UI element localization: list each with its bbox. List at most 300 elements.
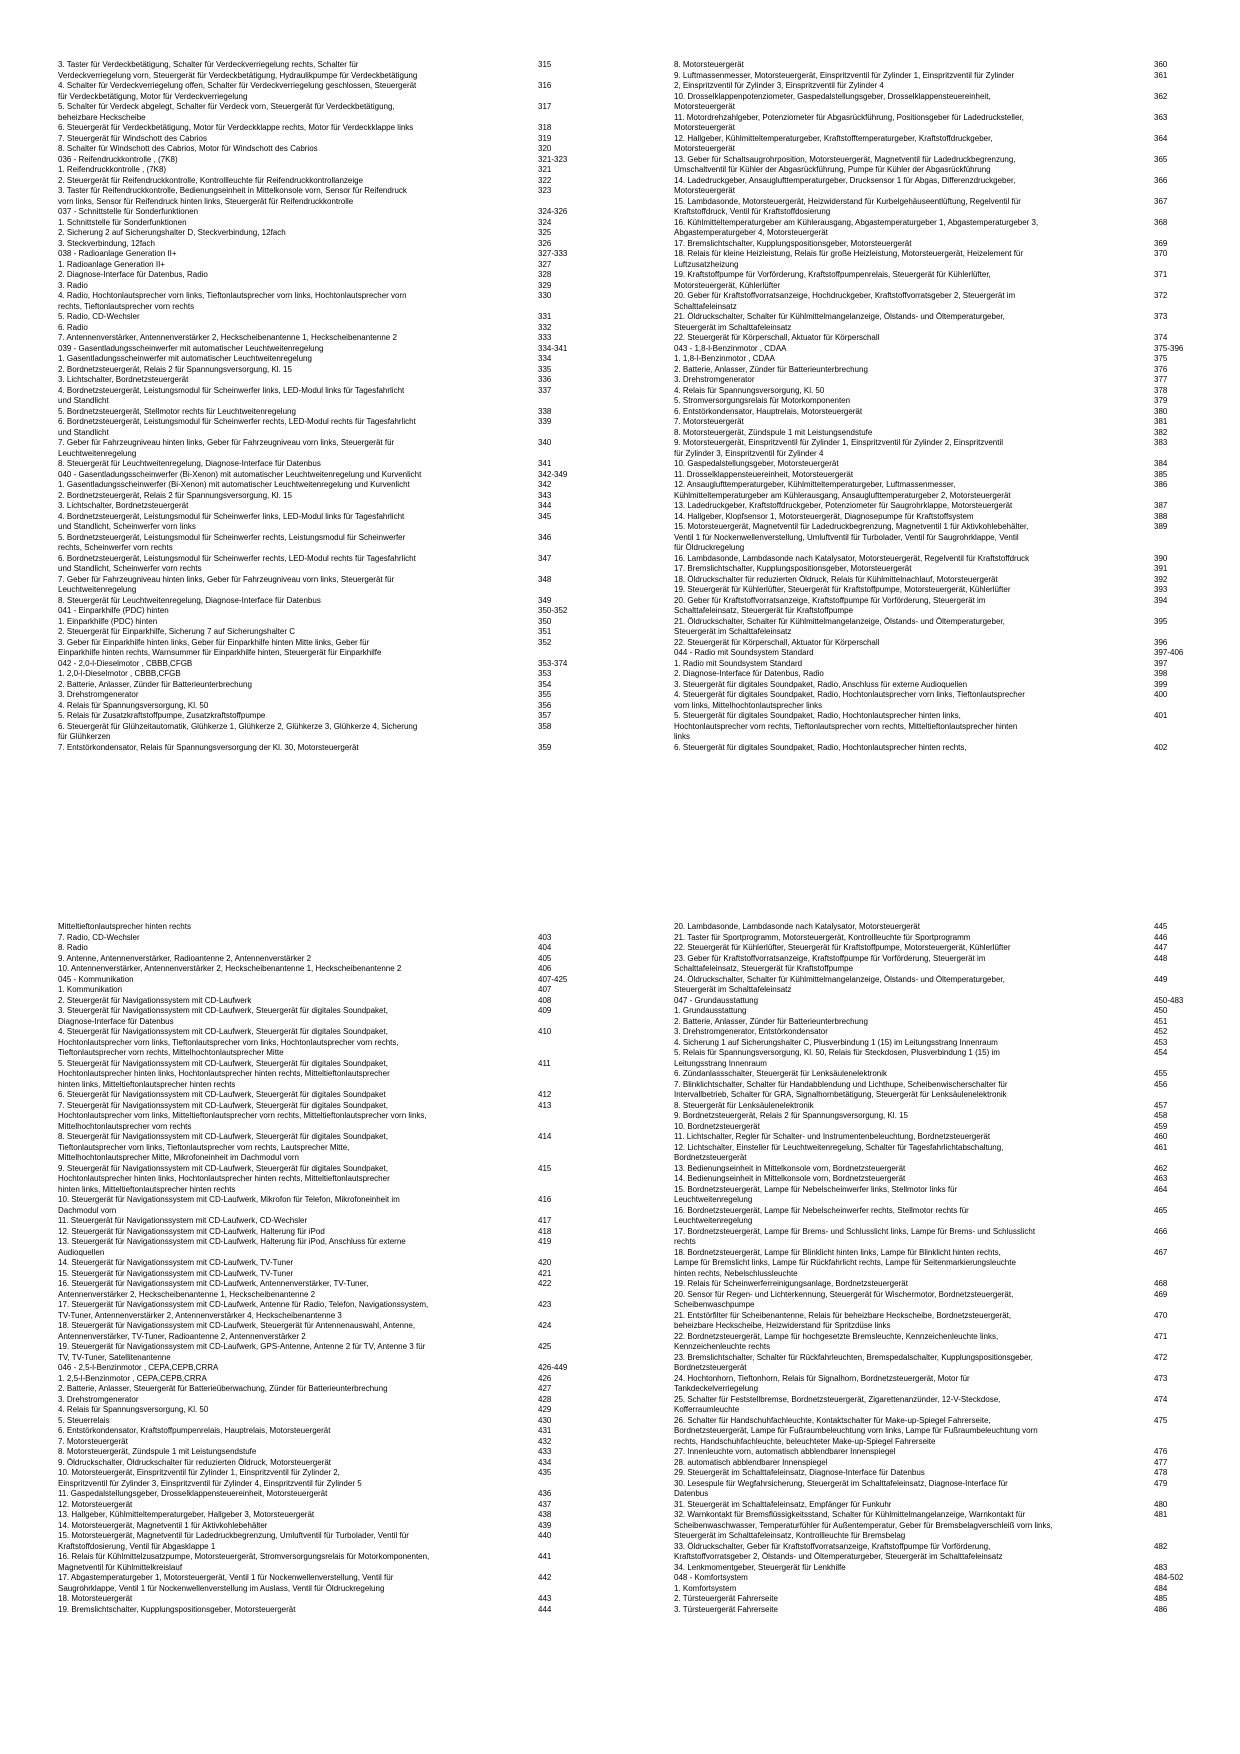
toc-entry-title: 048 - Komfortsystem <box>674 1573 748 1582</box>
toc-entry-title: 6. Radio <box>58 322 88 332</box>
toc-entry-title: 6. Entstörkondensator, Kraftstoffpumpenrelais, Hauptrelais, Motorsteuergerät <box>58 1426 331 1435</box>
toc-entry <box>674 690 1209 711</box>
toc-entry-title: 1. Kommunikation <box>58 985 123 994</box>
toc-entry <box>58 638 593 659</box>
toc-entry-title: 8. Schalter für Windschott des Cabrios, Motor für Windschott des Cabrios <box>58 144 318 153</box>
toc-entry-title: 15. Motorsteuergerät, Magnetventil für Ladedruckbegrenzung, Umluftventil für Turbolader, Ventil für Kraftstoffdosierung, Ventil für Abgasklappe 1 <box>58 1531 409 1551</box>
toc-entry-title: 1. 1,8-l-Benzinmotor , CDAA <box>674 354 775 363</box>
toc-entry-title: 2. Bordnetzsteuergerät, Relais 2 für Spannungsversorgung, Kl. 15 <box>58 364 292 374</box>
toc-entry-page: 404 <box>538 943 552 952</box>
toc-entry-page: 411 <box>538 1058 551 1068</box>
toc-entry-page: 387 <box>1154 501 1168 510</box>
toc-entry-title: 21. Öldruckschalter, Schalter für Kühlmittelmangelanzeige, Ölstands- und Öltemperaturgeber, Steuergerät im Schalttafeleinsatz <box>674 312 1005 332</box>
toc-entry-page: 427 <box>538 1384 552 1393</box>
toc-entry <box>674 1048 1209 1069</box>
toc-entry <box>58 218 593 229</box>
toc-entry-title: 11. Gaspedalstellungsgeber, Drosselklappensteuereinheit, Motorsteuergerät <box>58 1489 328 1498</box>
toc-entry <box>674 1416 1209 1448</box>
toc-entry-page: 433 <box>538 1447 552 1456</box>
toc-entry <box>58 1321 593 1342</box>
toc-entry-title: 4. Bordnetzsteuergerät, Leistungsmodul für Scheinwerfer links, LED-Modul links für Tagesfahrlicht und Standlicht, Scheinwerfer vorn links <box>58 511 405 531</box>
toc-entry-title: 6. Steuergerät für Navigationssystem mit CD-Laufwerk, Steuergerät für digitales Soundpaket <box>58 1090 386 1099</box>
toc-entry-page: 377 <box>1154 375 1168 384</box>
toc-entry <box>674 1248 1209 1280</box>
toc-entry <box>58 1216 593 1227</box>
toc-entry-page: 316 <box>538 81 552 90</box>
toc-entry-title: 4. Sicherung 1 auf Sicherungshalter C, Plusverbindung 1 (15) im Leitungsstrang Innenraum <box>674 1037 998 1047</box>
toc-entry-title: 18. Öldruckschalter für reduzierten Öldruck, Relais für Kühlmittelnachlauf, Motorsteuergerät <box>674 574 998 584</box>
toc-entry-page: 434 <box>538 1457 552 1467</box>
toc-entry-title: 19. Bremslichtschalter, Kupplungspositionsgeber, Motorsteuergerät <box>58 1604 296 1614</box>
toc-entry-page: 460 <box>1154 1132 1168 1141</box>
toc-entry-title: 12. Lichtschalter, Einsteller für Leuchtweitenregelung, Schalter für Tagesfahrlichtabschaltung, Bordnetzsteuergerät <box>674 1142 1004 1162</box>
toc-entry-page: 335 <box>538 364 552 374</box>
toc-entry <box>58 480 593 491</box>
toc-entry-title: 16. Kühlmitteltemperaturgeber am Kühlerausgang, Abgastemperaturgeber 1, Abgastemperaturgeber 3, Abgastemperaturgeber 4, Motorsteuergerät <box>674 217 1039 237</box>
toc-entry-title: 5. Relais für Zusatzkraftstoffpumpe, Zusatzkraftstoffpumpe <box>58 711 266 720</box>
toc-entry-page: 392 <box>1154 574 1168 584</box>
toc-entry-title: 16. Relais für Kühlmittelzusatzpumpe, Motorsteuergerät, Stromversorgungsrelais für Motorkomponenten, Magnetventil für Kühlmittelkreislauf <box>58 1552 430 1572</box>
toc-entry <box>58 239 593 250</box>
toc-entry-title: 25. Schalter für Feststellbremse, Bordnetzsteuergerät, Zigarettenanzünder, 12-V-Steckdose, Kofferraumleuchte <box>674 1394 1001 1414</box>
toc-entry-title: 21. Entstörfilter für Scheibenantenne, Relais für beheizbare Heckscheibe, Bordnetzsteuergerät, beheizbare Heckscheibe, Heizwiderstand für Spritzdüse links <box>674 1310 1012 1330</box>
toc-entry-title: 11. Lichtschalter, Regler für Schalter- und Instrumentenbeleuchtung, Bordnetzsteuergerät <box>674 1132 991 1141</box>
toc-entry <box>58 554 593 575</box>
toc-entry-title: 10. Steuergerät für Navigationssystem mit CD-Laufwerk, Mikrofon für Telefon, Mikrofoneinheit im Dachmodul vorn <box>58 1195 400 1215</box>
toc-entry-title: 4. Steuergerät für digitales Soundpaket, Radio, Hochtonlautsprecher vorn links, Tieftonlautsprecher vorn links, Mittelhochtonlautsprecher links <box>674 690 1025 710</box>
toc-entry-title: 8. Steuergerät für Lenksäulenelektronik <box>674 1100 814 1110</box>
toc-entry-page: 480 <box>1154 1499 1168 1509</box>
toc-entry-page: 358 <box>538 721 552 731</box>
toc-entry-page: 337 <box>538 385 552 395</box>
toc-entry <box>674 60 1209 71</box>
toc-entry-title: 13. Ladedruckgeber, Kraftstoffdruckgeber, Potenziometer für Saugrohrklappe, Motorsteuergerät <box>674 501 1013 510</box>
toc-entry-title: 4. Relais für Spannungsversorgung, Kl. 50 <box>58 700 209 710</box>
toc-entry-page: 380 <box>1154 406 1168 416</box>
toc-entry-title: 19. Steuergerät für Navigationssystem mit CD-Laufwerk, GPS-Antenne, Antenne 2 für TV, Antenne 3 für TV, TV-Tuner, Satellitenantenne <box>58 1342 426 1362</box>
toc-entry <box>58 155 593 166</box>
toc-entry-page: 439 <box>538 1520 552 1530</box>
toc-entry-title: 045 - Kommunikation <box>58 974 134 984</box>
toc-entry <box>58 985 593 996</box>
toc-entry-page: 353 <box>538 669 552 678</box>
toc-entry <box>674 1447 1209 1458</box>
toc-entry <box>58 144 593 155</box>
toc-entry-title: 1. 2,5-l-Benzinmotor , CEPA,CEPB,CRRA <box>58 1373 207 1383</box>
toc-entry-page: 399 <box>1154 679 1168 689</box>
toc-entry-title: 2. Batterie, Anlasser, Zünder für Batterieunterbrechung <box>674 364 868 374</box>
toc-entry-title: 8. Steuergerät für Leuchtweitenregelung, Diagnose-Interface für Datenbus <box>58 595 321 605</box>
toc-entry-page: 317 <box>538 102 552 111</box>
toc-entry <box>674 249 1209 270</box>
toc-entry-title: 17. Bremslichtschalter, Kupplungspositionsgeber, Motorsteuergerät <box>674 564 912 573</box>
toc-entry-page: 473 <box>1154 1373 1168 1383</box>
toc-entry <box>58 701 593 712</box>
toc-entry-title: 2. Steuergerät für Einparkhilfe, Sicherung 7 auf Sicherungshalter C <box>58 627 296 636</box>
toc-entry-title: 14. Bedienungseinheit in Mittelkonsole vorn, Bordnetzsteuergerät <box>674 1174 906 1183</box>
toc-entry <box>58 1426 593 1437</box>
toc-entry-title: 3. Drehstromgenerator, Entstörkondensator <box>674 1027 828 1036</box>
toc-entry-title: 13. Hallgeber, Kühlmitteltemperaturgeber, Hallgeber 3, Motorsteuergerät <box>58 1510 315 1519</box>
toc-entry <box>58 186 593 207</box>
toc-entry <box>58 1447 593 1458</box>
toc-entry <box>58 491 593 502</box>
toc-entry <box>58 501 593 512</box>
toc-entry-page: 365 <box>1154 154 1168 164</box>
toc-entry <box>674 438 1209 459</box>
toc-entry-page: 479 <box>1154 1478 1168 1488</box>
toc-entry-title: 5. Stromversorgungsrelais für Motorkomponenten <box>674 396 851 405</box>
toc-entry-page: 451 <box>1154 1016 1168 1026</box>
toc-entry-title: 12. Motorsteuergerät <box>58 1499 133 1509</box>
toc-entry <box>674 943 1209 954</box>
toc-entry-page: 330 <box>538 291 552 300</box>
toc-entry <box>58 1027 593 1059</box>
toc-entry-title: 046 - 2,5-l-Benzinmotor , CEPA,CEPB,CRRA <box>58 1363 219 1372</box>
toc-entry-page: 402 <box>1154 742 1168 752</box>
toc-entry-page: 435 <box>538 1468 552 1477</box>
toc-entry-page: 486 <box>1154 1604 1168 1614</box>
toc-entry <box>674 975 1209 996</box>
toc-entry <box>58 743 593 754</box>
toc-entry <box>58 975 593 986</box>
toc-entry-page: 342 <box>538 480 552 489</box>
toc-entry-title: 5. Relais für Spannungsversorgung, Kl. 50, Relais für Steckdosen, Plusverbindung 1 (15) im Leitungsstrang Innenraum <box>674 1048 1000 1068</box>
toc-entry-page: 445 <box>1154 922 1168 931</box>
toc-entry <box>674 501 1209 512</box>
toc-entry <box>58 533 593 554</box>
toc-entry-title: 6. Zündanlassschalter, Steuergerät für Lenksäulenelektronik <box>674 1069 888 1078</box>
toc-entry-title: 13. Steuergerät für Navigationssystem mit CD-Laufwerk, Halterung für iPod, Anschluss für externe Audioquellen <box>58 1237 406 1257</box>
toc-entry-title: 9. Luftmassenmesser, Motorsteuergerät, Einspritzventil für Zylinder 1, Einspritzventil für Zylinder 2, Einspritzventil für Zylinder 3, Einspritzventil für Zylinder 4 <box>674 70 1015 90</box>
toc-entry <box>58 1374 593 1385</box>
toc-entry-page: 407-425 <box>538 974 568 984</box>
toc-entry-page: 396 <box>1154 637 1168 647</box>
toc-entry-page: 441 <box>538 1552 552 1561</box>
toc-entry-title: 7. Antennenverstärker, Antennenverstärker 2, Heckscheibenantenne 1, Heckscheibenantenne 2 <box>58 333 397 342</box>
toc-entry-page: 386 <box>1154 480 1168 489</box>
toc-entry-page: 472 <box>1154 1352 1168 1362</box>
toc-entry-title: 22. Bordnetzsteuergerät, Lampe für hochgesetzte Bremsleuchte, Kennzeichenleuchte links, Kennzeichenleuchte rechts <box>674 1331 999 1351</box>
toc-entry <box>674 1027 1209 1038</box>
toc-entry-page: 346 <box>538 532 552 542</box>
toc-entry <box>58 722 593 743</box>
toc-entry-title: 7. Steuergerät für Windschott des Cabrios <box>58 133 207 143</box>
toc-entry <box>674 71 1209 92</box>
toc-entry-title: 2. Sicherung 2 auf Sicherungshalter D, Steckverbindung, 12fach <box>58 228 286 237</box>
toc-entry <box>58 1437 593 1448</box>
toc-entry-page: 481 <box>1154 1510 1168 1519</box>
toc-entry <box>58 680 593 691</box>
toc-entry-title: 2. Bordnetzsteuergerät, Relais 2 für Spannungsversorgung, Kl. 15 <box>58 490 292 500</box>
toc-entry-title: 8. Motorsteuergerät, Zündspule 1 mit Leistungsendstufe <box>58 1447 257 1456</box>
toc-entry-title: 12. Steuergerät für Navigationssystem mit CD-Laufwerk, Halterung für iPod <box>58 1226 325 1236</box>
toc-entry <box>674 176 1209 197</box>
toc-entry-page: 364 <box>1154 133 1168 143</box>
toc-entry-title: 2. Diagnose-Interface für Datenbus, Radio <box>58 270 208 279</box>
toc-entry-title: 2. Steuergerät für Reifendruckkontrolle, Kontrollleuchte für Reifendruckkontrollanzeige <box>58 175 364 185</box>
toc-column-bottom-right <box>674 922 1209 1615</box>
toc-entry-title: 1. Reifendruckkontrolle , (7K8) <box>58 165 167 174</box>
toc-entry-page: 327 <box>538 259 552 269</box>
toc-entry <box>58 407 593 418</box>
toc-entry-title: 30. Lesespule für Wegfahrsicherung, Steuergerät im Schalttafeleinsatz, Diagnose-Interface für Datenbus <box>674 1478 1008 1498</box>
toc-entry <box>58 176 593 187</box>
toc-entry-title: 037 - Schnittstelle für Sonderfunktionen <box>58 207 199 216</box>
toc-entry-page: 470 <box>1154 1310 1168 1320</box>
toc-entry-title: 1. Grundausstattung <box>674 1006 747 1015</box>
toc-entry-page: 388 <box>1154 511 1168 521</box>
toc-entry <box>674 1605 1209 1616</box>
toc-entry-page: 465 <box>1154 1205 1168 1215</box>
toc-entry-page: 430 <box>538 1415 552 1425</box>
toc-entry <box>58 1405 593 1416</box>
toc-entry-page: 461 <box>1154 1142 1168 1152</box>
toc-entry-title: 7. Geber für Fahrzeugniveau hinten links, Geber für Fahrzeugniveau vorn links, Steuergerät für Leuchtweitenregelung <box>58 574 395 594</box>
toc-entry-title: 21. Öldruckschalter, Schalter für Kühlmittelmangelanzeige, Ölstands- und Öltemperaturgeber, Steuergerät im Schalttafeleinsatz <box>674 616 1005 636</box>
toc-entry <box>58 417 593 438</box>
toc-entry-title: 3. Lichtschalter, Bordnetzsteuergerät <box>58 501 189 510</box>
toc-entry-page: 360 <box>1154 60 1168 69</box>
toc-entry-page: 352 <box>538 637 552 647</box>
toc-entry <box>674 354 1209 365</box>
toc-entry <box>58 1342 593 1363</box>
toc-entry-page: 340 <box>538 438 552 447</box>
toc-entry-title: 26. Schalter für Handschuhfachleuchte, Kontaktschalter für Make-up-Spiegel Fahrerseite, Bordnetzsteuergerät, Lampe für Fußraumbeleuchtung vorn links, Lampe für Fußraumbeleuchtung vorn rechts, Handschuhfachleuchte, beleuchteter Make-up-Spiegel Fahrerseite <box>674 1415 1038 1446</box>
toc-entry-title: 038 - Radioanlage Generation II+ <box>58 249 177 258</box>
toc-entry <box>58 1468 593 1489</box>
toc-entry-title: 2. Steuergerät für Navigationssystem mit CD-Laufwerk <box>58 995 252 1005</box>
toc-entry-title: 18. Motorsteuergerät <box>58 1594 133 1603</box>
toc-entry-page: 408 <box>538 995 552 1005</box>
toc-entry <box>674 270 1209 291</box>
toc-entry <box>58 333 593 344</box>
toc-entry-page: 353-374 <box>538 658 568 668</box>
toc-entry-title: 4. Relais für Spannungsversorgung, Kl. 50 <box>674 385 825 395</box>
toc-entry-title: 16. Steuergerät für Navigationssystem mit CD-Laufwerk, Antennenverstärker, TV-Tuner, Antennenverstärker 2, Heckscheibenantenne 1, Heckscheibenantenne 2 <box>58 1279 369 1299</box>
toc-entry-page: 442 <box>538 1573 552 1582</box>
toc-entry-page: 363 <box>1154 112 1168 122</box>
toc-entry-page: 469 <box>1154 1289 1168 1299</box>
toc-entry-page: 462 <box>1154 1163 1168 1173</box>
toc-entry <box>674 1227 1209 1248</box>
toc-entry-title: 6. Steuergerät für digitales Soundpaket, Radio, Hochtonlautsprecher hinten rechts, <box>674 742 967 752</box>
toc-entry-title: 6. Steuergerät für Verdeckbetätigung, Motor für Verdeckklappe rechts, Motor für Verdeckklappe links <box>58 123 414 132</box>
toc-entry <box>674 922 1209 933</box>
toc-entry-page: 342-349 <box>538 469 568 479</box>
toc-entry-title: 10. Gaspedalstellungsgeber, Motorsteuergerät <box>674 459 839 468</box>
toc-entry-title: 3. Lichtschalter, Bordnetzsteuergerät <box>58 375 189 384</box>
toc-entry <box>674 1395 1209 1416</box>
toc-entry-page: 432 <box>538 1436 552 1446</box>
toc-entry-title: 2. Batterie, Anlasser, Zünder für Batterieunterbrechung <box>58 679 252 689</box>
toc-entry-title: 3. Steckverbindung, 12fach <box>58 238 155 248</box>
toc-entry <box>58 1521 593 1532</box>
toc-entry <box>674 396 1209 407</box>
toc-entry-page: 336 <box>538 375 552 384</box>
toc-entry-page: 394 <box>1154 595 1168 605</box>
toc-entry-page: 362 <box>1154 91 1168 101</box>
toc-entry <box>674 512 1209 523</box>
toc-entry-page: 385 <box>1154 469 1168 479</box>
toc-entry-page: 403 <box>538 932 552 942</box>
toc-entry-title: 043 - 1,8-l-Benzinmotor , CDAA <box>674 343 787 353</box>
toc-entry <box>58 1395 593 1406</box>
toc-entry-page: 367 <box>1154 196 1168 206</box>
toc-entry-page: 382 <box>1154 427 1168 437</box>
toc-entry-page: 325 <box>538 228 552 237</box>
toc-entry-title: 4. Relais für Spannungsversorgung, Kl. 50 <box>58 1405 209 1414</box>
toc-entry-page: 456 <box>1154 1079 1168 1089</box>
toc-entry <box>58 228 593 239</box>
toc-entry-title: 1. Gasentladungsscheinwerfer mit automatischer Leuchtweitenregelung <box>58 354 312 363</box>
toc-entry-page: 466 <box>1154 1226 1168 1236</box>
toc-entry-title: 10. Drosselklappenpotenziometer, Gaspedalstellungsgeber, Drosselklappensteuereinheit, Motorsteuergerät <box>674 91 991 111</box>
toc-entry <box>674 1290 1209 1311</box>
toc-entry <box>58 470 593 481</box>
toc-entry <box>58 1059 593 1091</box>
toc-entry-page: 321 <box>538 165 552 174</box>
toc-entry <box>674 996 1209 1007</box>
toc-entry <box>674 344 1209 355</box>
toc-entry <box>58 596 593 607</box>
toc-entry <box>58 1132 593 1164</box>
toc-entry-page: 436 <box>538 1489 552 1498</box>
toc-entry <box>58 1552 593 1573</box>
toc-entry-title: 18. Relais für kleine Heizleistung, Relais für große Heizleistung, Motorsteuergerät, Heizelement für Luftzusatzheizung <box>674 249 1024 269</box>
toc-entry-title: 21. Taster für Sportprogramm, Motorsteuergerät, Kontrollleuchte für Sportprogramm <box>674 932 971 942</box>
toc-entry-title: 8. Steuergerät für Navigationssystem mit CD-Laufwerk, Steuergerät für digitales Soundpaket, Tieftonlautsprecher vorn links, Tieftonlautsprecher vorn rechts, Lautsprecher Mitte, Mittelhochtonlautsprecher Mitte, Mikrofoneinheit im Dachmodul vorn <box>58 1132 388 1162</box>
toc-entry-title: 2. Türsteuergerät Fahrerseite <box>674 1594 778 1603</box>
toc-entry-page: 405 <box>538 953 552 963</box>
toc-entry-page: 374 <box>1154 333 1168 342</box>
toc-entry-page: 395 <box>1154 616 1168 626</box>
toc-entry <box>674 407 1209 418</box>
toc-entry-page: 437 <box>538 1499 552 1509</box>
toc-entry-page: 397 <box>1154 658 1168 668</box>
toc-entry <box>674 113 1209 134</box>
toc-entry <box>674 480 1209 501</box>
toc-entry-title: 12. Ansauglufttemperaturgeber, Kühlmitteltemperaturgeber, Luftmassenmesser, Kühlmitteltemperaturgeber am Kühlerausgang, Ansauglufttemperaturgeber 2, Motorsteuergerät <box>674 480 1011 500</box>
toc-entry-page: 458 <box>1154 1111 1168 1120</box>
toc-entry-title: 1. Einparkhilfe (PDC) hinten <box>58 616 158 626</box>
toc-entry-page: 345 <box>538 511 552 521</box>
toc-entry-title: 18. Steuergerät für Navigationssystem mit CD-Laufwerk, Steuergerät für Antennenauswahl, Antenne, Antennenverstärker, TV-Tuner, Radioantenne 2, Antennenverstärker 2 <box>58 1321 416 1341</box>
toc-entry-page: 478 <box>1154 1468 1168 1477</box>
toc-entry-title: 5. Bordnetzsteuergerät, Leistungsmodul für Scheinwerfer rechts, Leistungsmodul für Scheinwerfer rechts, Scheinwerfer vorn rechts <box>58 532 406 552</box>
toc-entry-page: 338 <box>538 406 552 416</box>
toc-entry-page: 483 <box>1154 1562 1168 1572</box>
toc-entry-page: 359 <box>538 742 552 752</box>
toc-entry-page: 372 <box>1154 291 1168 300</box>
toc-entry-page: 428 <box>538 1394 552 1404</box>
toc-entry-page: 414 <box>538 1132 552 1141</box>
toc-column-bottom-left <box>58 922 593 1615</box>
toc-entry <box>58 1237 593 1258</box>
toc-entry-page: 369 <box>1154 238 1168 248</box>
toc-entry-title: 23. Geber für Kraftstoffvorratsanzeige, Kraftstoffpumpe für Vorförderung, Steuergerät im Schalttafeleinsatz, Steuergerät für Kraftstoffpumpe <box>674 953 986 973</box>
toc-entry-title: 6. Steuergerät für Glühzeitautomatik, Glühkerze 1, Glühkerze 2, Glühkerze 3, Glühkerze 4, Sicherung für Glühkerzen <box>58 721 418 741</box>
toc-entry <box>674 933 1209 944</box>
toc-entry <box>58 954 593 965</box>
toc-entry-title: 047 - Grundausstattung <box>674 995 759 1005</box>
toc-entry-title: 9. Antenne, Antennenverstärker, Radioantenne 2, Antennenverstärker 2 <box>58 953 312 963</box>
toc-column-top-left <box>58 60 593 753</box>
toc-entry-page: 443 <box>538 1594 552 1603</box>
toc-entry-title: 10. Bordnetzsteuergerät <box>674 1121 760 1131</box>
toc-entry <box>674 459 1209 470</box>
toc-entry <box>58 1195 593 1216</box>
toc-entry <box>58 1416 593 1427</box>
toc-entry <box>58 964 593 975</box>
toc-entry-title: 19. Kraftstoffpumpe für Vorförderung, Kraftstoffpumpenrelais, Steuergerät für Kühlerlüfter, Motorsteuergerät, Kühlerlüfter <box>674 270 991 290</box>
toc-entry-title: 4. Schalter für Verdeckverriegelung offen, Schalter für Verdeckverriegelung geschlossen, Steuergerät für Verdeckbetätigung, Motor für Verdeckverriegelung <box>58 81 417 101</box>
toc-entry-page: 378 <box>1154 385 1168 395</box>
toc-entry-page: 320 <box>538 144 552 153</box>
toc-entry <box>674 522 1209 554</box>
toc-entry-page: 426-449 <box>538 1363 568 1372</box>
toc-entry-page: 350 <box>538 616 552 626</box>
toc-entry <box>58 669 593 680</box>
toc-entry <box>58 1258 593 1269</box>
toc-entry-title: 24. Hochtonhorn, Tieftonhorn, Relais für Signalhorn, Bordnetzsteuergerät, Motor für Tankdeckelverriegelung <box>674 1373 970 1393</box>
toc-entry-title: 3. Türsteuergerät Fahrerseite <box>674 1604 778 1614</box>
toc-entry <box>58 81 593 102</box>
toc-entry-page: 370 <box>1154 249 1168 258</box>
toc-entry <box>674 743 1209 754</box>
toc-entry <box>58 1384 593 1395</box>
toc-entry-title: 8. Steuergerät für Leuchtweitenregelung, Diagnose-Interface für Datenbus <box>58 459 321 468</box>
toc-entry-title: 13. Bedienungseinheit in Mittelkonsole vorn, Bordnetzsteuergerät <box>674 1163 906 1173</box>
toc-entry-title: 039 - Gasentladungsscheinwerfer mit automatischer Leuchtweitenregelung <box>58 343 324 353</box>
toc-entry-page: 454 <box>1154 1048 1168 1057</box>
toc-entry <box>58 375 593 386</box>
toc-entry <box>674 1594 1209 1605</box>
toc-entry <box>58 260 593 271</box>
toc-entry-page: 373 <box>1154 312 1168 321</box>
toc-entry-page: 468 <box>1154 1279 1168 1288</box>
toc-entry-page: 401 <box>1154 711 1168 720</box>
toc-entry <box>674 680 1209 691</box>
toc-entry <box>674 1332 1209 1353</box>
toc-entry <box>674 1164 1209 1175</box>
toc-entry-title: 4. Steuergerät für Navigationssystem mit CD-Laufwerk, Steuergerät für digitales Soundpaket, Hochtonlautsprecher vorn links, Tieftonlautsprecher vorn links, Hochtonlautsprecher vorn rechts, Tieftonlautsprecher vorn rechts, Mittelhochtonlautsprecher Mitte <box>58 1027 399 1057</box>
toc-entry-title: 18. Bordnetzsteuergerät, Lampe für Blinklicht hinten links, Lampe für Blinklicht hinten rechts, Lampe für Bremslicht links, Lampe für Rückfahrlicht rechts, Lampe für Seitenmarkierungsleuchte hinten rechts, Nebelschlussleuchte <box>674 1247 1016 1278</box>
toc-entry <box>674 1017 1209 1028</box>
toc-entry <box>58 60 593 81</box>
toc-entry-title: 9. Bordnetzsteuergerät, Relais 2 für Spannungsversorgung, Kl. 15 <box>674 1111 908 1120</box>
toc-entry-page: 463 <box>1154 1174 1168 1183</box>
toc-entry-title: 1. Komfortsystem <box>674 1583 737 1593</box>
toc-entry-page: 474 <box>1154 1394 1168 1404</box>
toc-entry-page: 446 <box>1154 932 1168 942</box>
toc-entry-title: 2. Batterie, Anlasser, Steuergerät für Batterieüberwachung, Zünder für Batterieunterbrechung <box>58 1384 388 1393</box>
toc-entry-page: 429 <box>538 1405 552 1414</box>
toc-entry-title: 1. 2,0-l-Dieselmotor , CBBB,CFGB <box>58 669 181 678</box>
toc-entry-title: 7. Motorsteuergerät <box>674 417 744 426</box>
toc-entry <box>58 617 593 628</box>
toc-entry <box>674 1080 1209 1101</box>
toc-entry <box>58 1573 593 1594</box>
toc-entry-page: 471 <box>1154 1331 1168 1341</box>
toc-entry-page: 371 <box>1154 270 1168 279</box>
toc-entry <box>674 470 1209 481</box>
toc-entry-page: 484 <box>1154 1583 1168 1593</box>
toc-entry <box>58 438 593 459</box>
toc-entry-title: 2. Diagnose-Interface für Datenbus, Radio <box>674 669 824 678</box>
toc-entry-page: 319 <box>538 133 552 143</box>
toc-entry-page: 351 <box>538 627 552 636</box>
